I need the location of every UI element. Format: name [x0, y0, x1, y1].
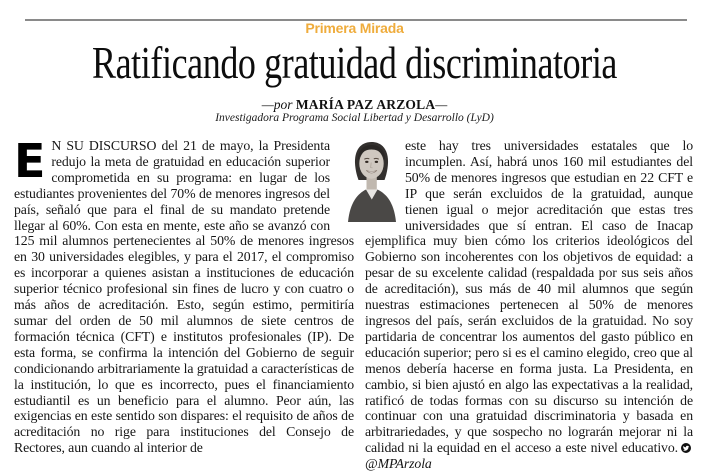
author-affiliation: Investigadora Programa Social Libertad y Desarrollo (LyD): [215, 112, 494, 124]
byline-prefix: —por: [261, 97, 296, 112]
byline: [0, 97, 709, 113]
article-column-left: [14, 134, 354, 472]
byline-suffix: —: [435, 97, 448, 112]
byline-author: MARÍA PAZ ARZOLA: [295, 97, 436, 112]
author-photo: [341, 136, 402, 222]
column-left-text: N SU DISCURSO del 21 de mayo, la Presidenta redujo la meta de gratuidad en educación superior comprometida en su programa: en lugar de los estudiantes provenientes del 70% de menores ingresos del país, señaló que para el final de su mandato pretende llegar al 60%. Con esta en mente, este año se avanzó con 125 mil alumnos pertenecientes al 50% de menores ingresos en 30 universidades elegibles, y para el 2017, el compromiso es incorporar a quienes asistan a instituciones de educación superior técnico profesional sin fines de lucro y con cuatro o más años de acreditación. Esto, según estimo, permitiría sumar del orden de 50 mil alumnos de siete centros de formación técnica (CFT) e institutos profesionales (IP). De esta forma, se confirma la intención del Gobierno de seguir condicionando arbitrariamente la gratuidad a características de la institución, lo que es incorrecto, pues el financiamiento estudiantil es un beneficio para el alumno. Peor aún, las exigencias en este sentido son dispares: el requisito de años de acreditación no rige para instituciones del Consejo de Rectores, aun cuando al interior de: [14, 138, 354, 456]
drop-cap: E: [14, 134, 46, 188]
column-right-text: este hay tres universidades estatales que lo incumplen. Así, habrá unos 160 mil estudiantes del 50% de menores ingresos que estudian en 22 CFT e IP que serán excluidos de la gratuidad, aunque tienen igual o mejor acreditación que estas tres universidades que sí entran. El caso de Inacap ejemplifica muy bien cómo los criterios ideológicos del Gobierno son incoherentes con los objetivos de equidad: a pesar de su excelente calidad (respaldada por sus seis años de acreditación), sus más de 40 mil alumnos que según nuestras estimaciones pertenecen al 50% de menores ingresos del país, serán excluidos de la gratuidad. No soy partidaria de concentrar los aumentos del gasto público en educación superior; pero si es el camino elegido, creo que al menos debería hacerse en forma justa. La Presidenta, en cambio, si bien ajustó en algo las expectativas a la realidad, ratificó de todas formas con su discurso su intención de continuar con una gratuidad discriminatoria y basada en arbitrariedades, y que sospecho no lograrán mejorar ni la calidad ni la equidad en el acceso a este nivel educativo.: [365, 138, 693, 456]
twitter-handle: @MPArzola: [365, 456, 432, 472]
section-kicker: Primera Mirada: [305, 20, 404, 36]
article-headline: Ratificando gratuidad discriminatoria: [91, 38, 618, 88]
twitter-icon: [681, 440, 691, 456]
article-column-right: [365, 138, 693, 472]
